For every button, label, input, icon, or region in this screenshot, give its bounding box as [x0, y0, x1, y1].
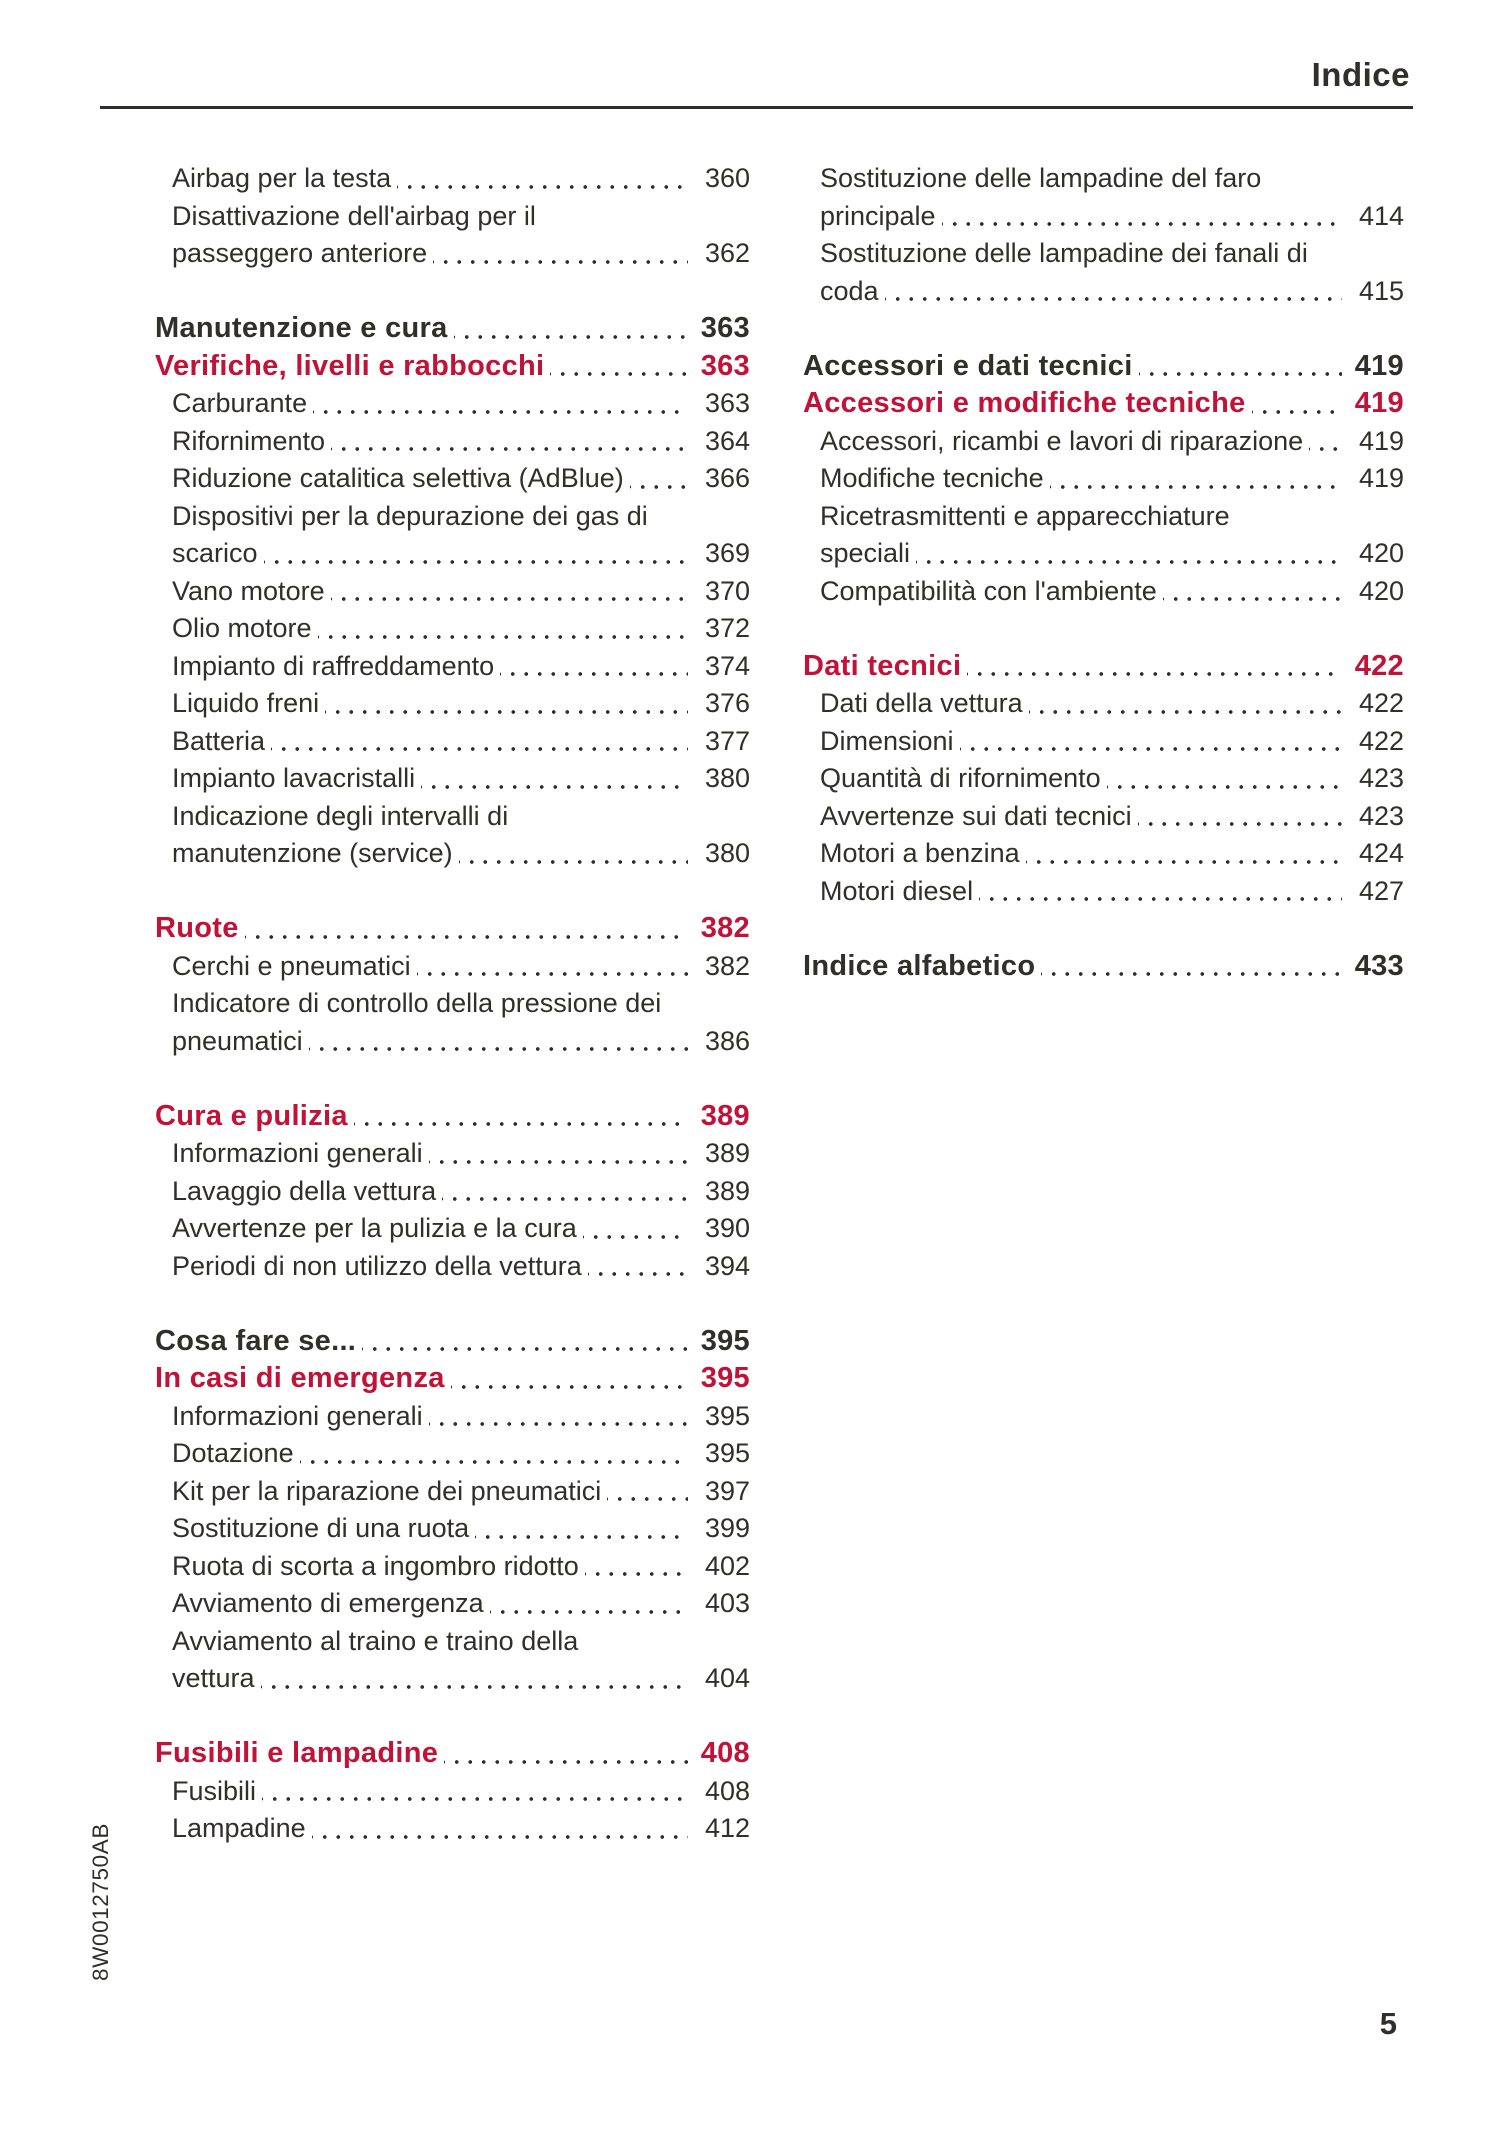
dot-leader — [490, 1585, 688, 1623]
toc-entry-label: Riduzione catalitica selettiva (AdBlue) — [172, 463, 624, 493]
dot-leader — [444, 1735, 688, 1773]
toc-entry-label: Accessori e modifiche tecniche — [803, 387, 1246, 419]
toc-entry-page: 433 — [1354, 949, 1404, 982]
toc-entry — [803, 498, 1404, 536]
dot-leader — [583, 1210, 688, 1248]
toc-entry-label: vettura — [172, 1663, 255, 1693]
toc-entry-page: 422 — [1354, 649, 1404, 682]
toc-entry-page: 404 — [704, 1663, 750, 1693]
dot-leader — [318, 610, 688, 648]
toc-entry — [803, 160, 1404, 198]
toc-entry-page: 362 — [704, 238, 750, 268]
toc-entry-page: 424 — [1358, 838, 1404, 868]
toc-entry — [155, 1435, 750, 1473]
dot-leader — [1041, 948, 1342, 986]
toc-entry-page: 390 — [704, 1213, 750, 1243]
dot-leader — [500, 648, 688, 686]
toc-section-gap — [803, 910, 1404, 948]
toc-entry — [155, 1585, 750, 1623]
toc-entry — [155, 1210, 750, 1248]
toc-entry-label: Dati tecnici — [803, 649, 962, 682]
toc-entry — [155, 160, 750, 198]
toc-entry-label: Dotazione — [172, 1438, 294, 1468]
toc-entry-label: Indicazione degli intervalli di — [172, 800, 509, 831]
dot-leader — [312, 1810, 688, 1848]
dot-leader — [585, 1548, 688, 1586]
header-rule — [100, 106, 1413, 109]
toc-entry-page: 402 — [704, 1550, 750, 1581]
toc-left-column — [155, 160, 750, 1848]
toc-entry-label: Accessori e dati tecnici — [803, 349, 1133, 382]
toc-entry-label: Cura e pulizia — [155, 1099, 348, 1132]
toc-entry-page: 372 — [704, 613, 750, 643]
toc-entry-label: In casi di emergenza — [155, 1362, 445, 1394]
toc-section-gap — [803, 610, 1404, 648]
toc-entry-label: Vano motore — [172, 575, 325, 606]
dot-leader — [261, 1660, 688, 1698]
toc-entry-label: pneumatici — [172, 1025, 303, 1056]
toc-entry — [155, 235, 750, 273]
toc-entry-label: Accessori, ricambi e lavori di riparazione — [820, 425, 1304, 456]
toc-entry — [803, 723, 1404, 761]
toc-entry-label: Cosa fare se... — [155, 1324, 357, 1357]
toc-entry-page: 399 — [704, 1513, 750, 1543]
toc-entry — [155, 723, 750, 761]
toc-entry-page: 380 — [704, 838, 750, 868]
toc-entry-page: 382 — [704, 950, 750, 981]
toc-entry — [803, 573, 1404, 611]
dot-leader — [429, 1398, 688, 1436]
dot-leader — [1252, 385, 1342, 423]
toc-section-gap — [155, 1060, 750, 1098]
toc-entry-page: 382 — [700, 912, 750, 944]
dot-leader — [967, 648, 1342, 686]
dot-leader — [271, 723, 688, 761]
toc-entry-label: Dimensioni — [820, 725, 954, 756]
page-number: 5 — [1379, 2006, 1397, 2041]
dot-leader — [1029, 685, 1342, 723]
toc-section-heading — [803, 385, 1404, 423]
toc-entry — [803, 235, 1404, 273]
toc-entry-page: 427 — [1358, 875, 1404, 906]
toc-entry — [155, 1660, 750, 1698]
toc-entry-page: 412 — [704, 1813, 750, 1843]
toc-section-gap — [803, 310, 1404, 348]
toc-entry-label: Lavaggio della vettura — [172, 1175, 437, 1206]
toc-entry-page: 422 — [1358, 725, 1404, 756]
dot-leader — [417, 948, 688, 986]
dot-leader — [454, 310, 688, 348]
toc-entry — [803, 423, 1404, 461]
toc-entry — [155, 423, 750, 461]
toc-entry — [155, 1398, 750, 1436]
toc-entry — [155, 835, 750, 873]
toc-entry-page: 423 — [1358, 800, 1404, 831]
toc-entry-page: 394 — [704, 1250, 750, 1281]
toc-entry — [803, 835, 1404, 873]
toc-entry — [155, 1248, 750, 1286]
toc-entry-label: Avviamento al traino e traino della — [172, 1625, 579, 1656]
dot-leader — [885, 273, 1342, 311]
toc-entry-page: 419 — [1354, 349, 1404, 382]
toc-entry-page: 370 — [704, 575, 750, 606]
toc-entry-label: Manutenzione e cura — [155, 312, 448, 344]
toc-entry-page: 363 — [700, 312, 750, 344]
toc-entry-page: 363 — [704, 388, 750, 418]
toc-entry-label: Kit per la riparazione dei pneumatici — [172, 1475, 602, 1506]
toc-entry — [155, 760, 750, 798]
dot-leader — [331, 423, 688, 461]
toc-entry-label: Motori diesel — [820, 875, 974, 906]
toc-entry — [155, 1773, 750, 1811]
toc-entry-label: Ruota di scorta a ingombro ridotto — [172, 1550, 579, 1581]
toc-entry-label: Informazioni generali — [172, 1400, 423, 1431]
toc-entry-label: Modifiche tecniche — [820, 463, 1044, 493]
toc-entry-page: 395 — [700, 1362, 750, 1394]
dot-leader — [451, 1360, 688, 1398]
dot-leader — [362, 1323, 688, 1361]
dot-leader — [1138, 798, 1342, 836]
toc-section-heading — [155, 1735, 750, 1773]
toc-entry — [155, 498, 750, 536]
toc-entry-page: 403 — [704, 1588, 750, 1618]
toc-section-gap — [155, 1285, 750, 1323]
toc-entry-label: Sostituzione delle lampadine del faro — [820, 163, 1262, 193]
dot-leader — [588, 1248, 688, 1286]
toc-entry — [803, 798, 1404, 836]
toc-entry-page: 364 — [704, 425, 750, 456]
dot-leader — [607, 1473, 688, 1511]
toc-section-heading — [155, 910, 750, 948]
toc-entry-page: 366 — [704, 463, 750, 493]
page-title: Indice — [1311, 56, 1410, 93]
toc-entry-label: Disattivazione dell'airbag per il — [172, 200, 536, 231]
toc-entry-label: Fusibili — [172, 1775, 257, 1806]
toc-entry-page: 380 — [704, 763, 750, 793]
toc-entry — [155, 1548, 750, 1586]
toc-entry-label: Periodi di non utilizzo della vettura — [172, 1250, 582, 1281]
toc-entry-label: Sostituzione delle lampadine dei fanali di — [820, 238, 1308, 268]
toc-entry-label: Informazioni generali — [172, 1138, 423, 1168]
toc-section-gap — [155, 1698, 750, 1736]
toc-entry-page: 423 — [1358, 763, 1404, 793]
toc-entry-page: 374 — [704, 650, 750, 681]
toc-entry-label: principale — [820, 200, 936, 231]
toc-entry — [803, 460, 1404, 498]
toc-entry-label: Carburante — [172, 388, 308, 418]
toc-entry-label: Indice alfabetico — [803, 949, 1036, 982]
toc-entry — [155, 198, 750, 236]
toc-right-column — [803, 160, 1404, 1848]
toc-entry-page: 360 — [704, 163, 750, 193]
toc-entry-label: Impianto di raffreddamento — [172, 650, 495, 681]
dot-leader — [245, 910, 688, 948]
toc-entry — [155, 1135, 750, 1173]
dot-leader — [1107, 760, 1342, 798]
toc-entry — [155, 1173, 750, 1211]
toc-section-heading — [155, 348, 750, 386]
toc-entry — [155, 1473, 750, 1511]
toc-entry — [155, 610, 750, 648]
toc-entry-label: Dati della vettura — [820, 688, 1023, 718]
toc-entry-page: 389 — [704, 1138, 750, 1168]
toc-entry-page: 395 — [704, 1400, 750, 1431]
toc-entry — [155, 1623, 750, 1661]
dot-leader — [942, 198, 1342, 236]
dot-leader — [1050, 460, 1342, 498]
toc-entry-label: Lampadine — [172, 1813, 306, 1843]
toc-entry — [155, 460, 750, 498]
toc-section-heading — [155, 310, 750, 348]
toc-entry-page: 386 — [704, 1025, 750, 1056]
toc-entry-label: Sostituzione di una ruota — [172, 1513, 470, 1543]
dot-leader — [433, 235, 688, 273]
toc-section-heading — [155, 1323, 750, 1361]
toc-entry-label: Ruote — [155, 912, 239, 944]
toc-entry — [155, 1023, 750, 1061]
toc-entry-label: passeggero anteriore — [172, 238, 428, 268]
toc-entry-page: 397 — [704, 1475, 750, 1506]
toc-entry — [155, 948, 750, 986]
toc-entry-label: Dispositivi per la depurazione dei gas di — [172, 500, 648, 531]
toc-entry-label: Airbag per la testa — [172, 163, 392, 193]
toc-entry — [803, 273, 1404, 311]
toc-entry-page: 419 — [1358, 425, 1404, 456]
dot-leader — [459, 835, 688, 873]
toc-section-gap — [155, 873, 750, 911]
toc-entry-label: Fusibili e lampadine — [155, 1737, 439, 1769]
dot-leader — [313, 385, 688, 423]
toc-entry-label: Liquido freni — [172, 688, 320, 718]
toc-entry-page: 408 — [704, 1775, 750, 1806]
toc-section-heading — [155, 1098, 750, 1136]
dot-leader — [354, 1098, 688, 1136]
toc-entry-page: 415 — [1358, 275, 1404, 306]
toc-entry — [155, 1510, 750, 1548]
toc-entry-page: 395 — [704, 1438, 750, 1468]
dot-leader — [960, 723, 1342, 761]
toc-entry — [155, 685, 750, 723]
toc-entry-label: Rifornimento — [172, 425, 326, 456]
dot-leader — [264, 535, 688, 573]
toc-entry — [803, 198, 1404, 236]
toc-entry-label: coda — [820, 275, 879, 306]
toc-entry-page: 420 — [1358, 538, 1404, 568]
dot-leader — [1309, 423, 1342, 461]
toc-entry-label: Avvertenze per la pulizia e la cura — [172, 1213, 577, 1243]
toc-entry-label: scarico — [172, 538, 258, 568]
toc-entry — [155, 648, 750, 686]
toc-section-heading — [803, 648, 1404, 686]
toc-entry-label: Impianto lavacristalli — [172, 763, 416, 793]
dot-leader — [630, 460, 688, 498]
toc-entry-label: Quantità di rifornimento — [820, 763, 1101, 793]
toc-entry — [155, 985, 750, 1023]
toc-entry-label: Cerchi e pneumatici — [172, 950, 411, 981]
toc-entry-label: Avvertenze sui dati tecnici — [820, 800, 1132, 831]
toc-entry — [155, 573, 750, 611]
dot-leader — [916, 535, 1342, 573]
dot-leader — [1139, 348, 1342, 386]
dot-leader — [442, 1173, 688, 1211]
toc-entry-label: Avviamento di emergenza — [172, 1588, 484, 1618]
dot-leader — [300, 1435, 688, 1473]
toc-entry-page: 376 — [704, 688, 750, 718]
toc-entry-label: Motori a benzina — [820, 838, 1020, 868]
toc-entry-label: manutenzione (service) — [172, 838, 453, 868]
dot-leader — [397, 160, 688, 198]
dot-leader — [331, 573, 688, 611]
dot-leader — [1163, 573, 1342, 611]
toc-entry-page: 389 — [704, 1175, 750, 1206]
toc-entry-page: 369 — [704, 538, 750, 568]
dot-leader — [421, 760, 688, 798]
toc-entry-page: 377 — [704, 725, 750, 756]
toc-section-heading — [803, 348, 1404, 386]
toc-entry-label: Batteria — [172, 725, 266, 756]
toc-section-gap — [155, 273, 750, 311]
toc-entry — [155, 798, 750, 836]
toc-section-heading — [155, 1360, 750, 1398]
dot-leader — [550, 348, 688, 386]
dot-leader — [979, 873, 1342, 911]
toc-entry-label: speciali — [820, 538, 911, 568]
toc-section-heading — [803, 948, 1404, 986]
toc-entry — [155, 385, 750, 423]
toc-entry — [803, 760, 1404, 798]
dot-leader — [325, 685, 688, 723]
toc-entry-page: 389 — [700, 1099, 750, 1132]
toc-entry-page: 408 — [700, 1737, 750, 1769]
toc-entry — [803, 685, 1404, 723]
toc-entry — [803, 873, 1404, 911]
toc-entry-label: Ricetrasmittenti e apparecchiature — [820, 500, 1230, 531]
table-of-contents — [155, 160, 1404, 1848]
toc-entry-page: 395 — [700, 1324, 750, 1357]
dot-leader — [309, 1023, 688, 1061]
toc-entry-page: 414 — [1358, 200, 1404, 231]
toc-entry-label: Indicatore di controllo della pressione dei — [172, 988, 662, 1018]
document-code: 8W0012750AB — [88, 1823, 113, 1981]
toc-entry-label: Compatibilità con l'ambiente — [820, 575, 1157, 606]
toc-entry — [155, 535, 750, 573]
toc-entry-page: 419 — [1358, 463, 1404, 493]
dot-leader — [262, 1773, 688, 1811]
toc-entry-page: 363 — [700, 349, 750, 382]
dot-leader — [475, 1510, 688, 1548]
toc-entry-page: 419 — [1354, 387, 1404, 419]
toc-entry — [803, 535, 1404, 573]
toc-entry-label: Olio motore — [172, 613, 312, 643]
toc-entry — [155, 1810, 750, 1848]
toc-entry-page: 420 — [1358, 575, 1404, 606]
dot-leader — [1026, 835, 1342, 873]
toc-entry-page: 422 — [1358, 688, 1404, 718]
toc-entry-label: Verifiche, livelli e rabbocchi — [155, 349, 545, 382]
dot-leader — [429, 1135, 688, 1173]
